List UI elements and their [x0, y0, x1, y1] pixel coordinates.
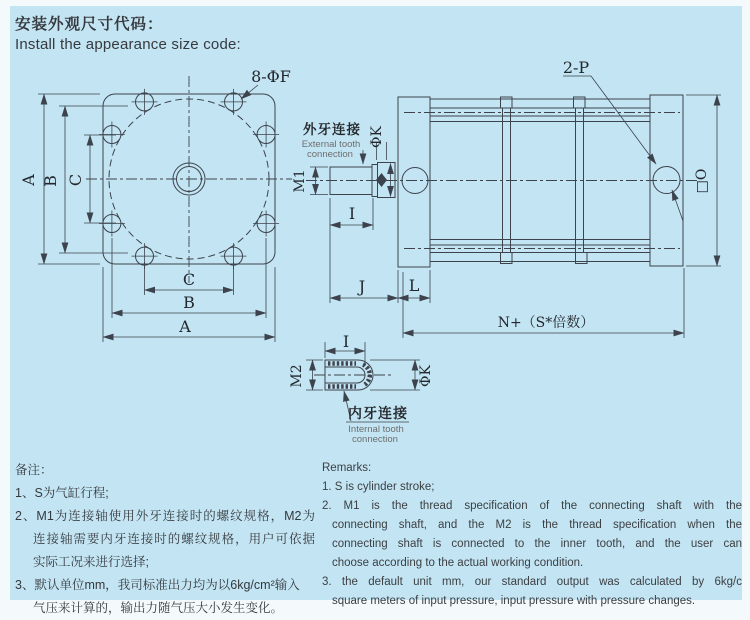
remark-line: 3. the default unit mm, our standard output was calculated by 6kg/c	[322, 576, 742, 588]
dim-phiK-rod: ΦK	[369, 126, 385, 148]
dim-square-O: □O	[694, 168, 710, 194]
dim-A-bottom: A	[179, 317, 191, 336]
remarks-en-block	[322, 459, 742, 611]
remark-line: 1. S is cylinder stroke;	[322, 481, 435, 493]
internal-tooth-label-en2: connection	[352, 434, 398, 445]
dim-L: L	[408, 276, 420, 295]
dim-I-fitting: I	[342, 332, 350, 351]
dim-I-rod: I	[348, 204, 356, 223]
remark-line: 3、默认单位mm，我司标准出力均为以6kg/cm²输入	[15, 578, 300, 592]
front-bottom-dimensions	[103, 238, 275, 342]
dim-B-left: B	[41, 175, 60, 187]
remark-line: 实际工况来进行选择;	[33, 555, 149, 569]
internal-tooth-label-zh: 内牙连接	[348, 405, 408, 421]
dim-M2: M2	[289, 364, 305, 388]
bolt-hole	[221, 89, 247, 115]
internal-fitting-view	[289, 332, 434, 445]
remark-line: square meters of input pressure, input pressure with pressure changes.	[332, 595, 696, 607]
dim-phiK-fitting: ΦK	[418, 365, 434, 387]
remarks-en-heading: Remarks:	[322, 462, 372, 474]
dim-B-bottom: B	[183, 293, 195, 312]
remark-line: 2、M1为连接轴使用外牙连接时的螺纹规格，M2为	[15, 509, 315, 523]
external-tooth-label-zh: 外牙连接	[303, 122, 361, 137]
dim-J: J	[358, 277, 366, 296]
dim-C-left: C	[66, 173, 85, 187]
bolt-hole	[132, 89, 158, 115]
remark-line: 2. M1 is the thread specification of the connecting shaft with the	[322, 500, 742, 512]
remark-line: choose according to the actual working condition.	[332, 557, 584, 569]
remark-line: connecting shaft is connected to the inner tooth, and the user can	[332, 538, 742, 550]
dim-N-formula: N+（S*倍数）	[497, 315, 595, 331]
remarks-zh-block	[15, 459, 315, 620]
remark-line: 1、S为气缸行程;	[15, 486, 109, 500]
port-leader-1	[591, 76, 656, 164]
remarks-zh-heading: 备注：	[15, 463, 53, 477]
page-title-en: Install the appearance size code:	[15, 36, 241, 53]
rear-cap-port	[653, 167, 680, 194]
dim-M1: M1	[292, 169, 308, 193]
page-title-zh: 安装外观尺寸代码：	[15, 16, 164, 33]
remark-line: 连接轴需要内牙连接时的螺纹规格，用户可依据	[33, 532, 315, 546]
holes-count-label: 8-ΦF	[251, 67, 291, 86]
front-view	[19, 67, 292, 342]
rod-dimensions	[330, 198, 430, 303]
remark-line: connecting shaft, and the M2 is the thread specification when the	[332, 519, 742, 531]
front-plate	[398, 97, 430, 267]
dim-C-bottom: C	[182, 270, 196, 289]
side-view	[292, 58, 721, 338]
external-tooth-label-en1: External tooth	[301, 139, 361, 150]
remark-line: 气压来计算的，输出力随气压大小发生变化。	[33, 601, 284, 615]
port-count-label: 2-P	[562, 58, 590, 77]
external-tooth-label-en2: connection	[307, 149, 353, 160]
holes-leader-line	[241, 85, 258, 99]
port-leader-2	[672, 190, 683, 221]
dim-A-left: A	[19, 174, 38, 186]
internal-tooth-label-en1: Internal tooth	[348, 424, 404, 435]
